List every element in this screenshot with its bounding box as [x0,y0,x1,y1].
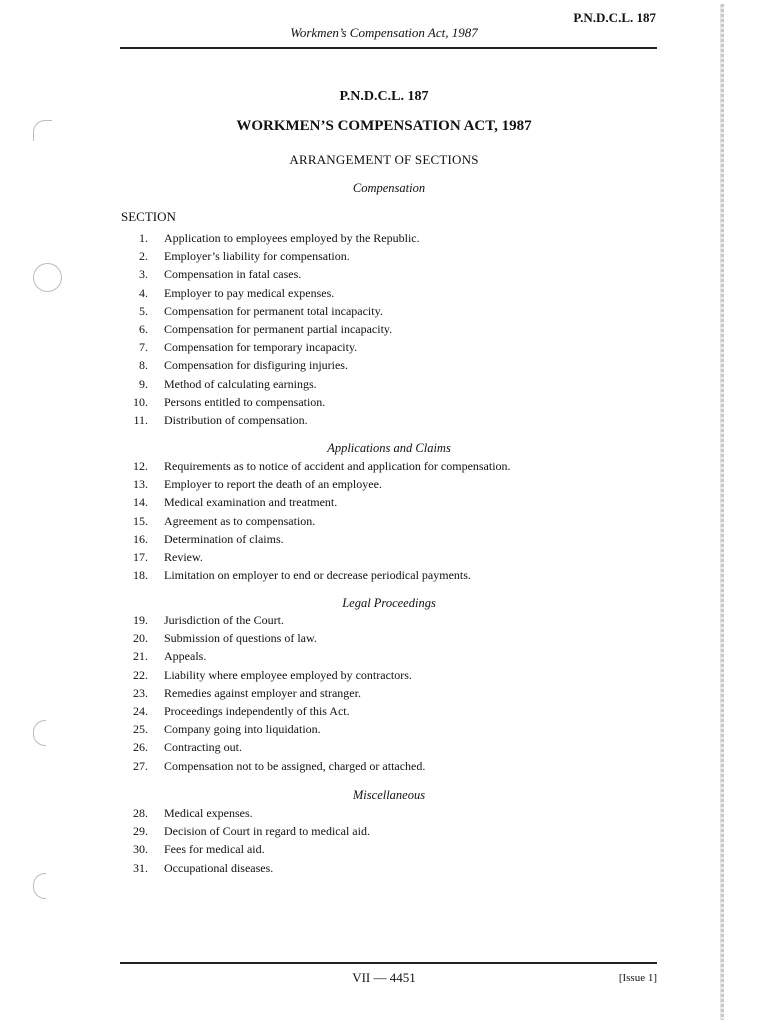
section-number: 25. [133,722,148,736]
section-number: 12. [133,459,148,473]
section-number: 19. [133,613,148,627]
section-number: 1. [139,231,148,245]
section-title: Employer’s liability for compensation. [164,249,350,263]
section-title: Proceedings independently of this Act. [164,704,350,718]
section-number: 24. [133,704,148,718]
section-title: Employer to report the death of an employee. [164,477,382,491]
section-number: 30. [133,842,148,856]
section-title: Application to employees employed by the Republic. [164,231,420,245]
header-code: P.N.D.C.L. 187 [573,10,656,25]
section-title: Contracting out. [164,740,242,754]
section-number: 5. [139,304,148,318]
running-header-title: Workmen’s Compensation Act, 1987 [290,25,478,40]
section-number: 28. [133,806,148,820]
section-number: 8. [139,358,148,372]
document-title: WORKMEN’S COMPENSATION ACT, 1987 [236,118,532,134]
section-number: 26. [133,740,148,754]
section-title: Requirements as to notice of accident and application for compensation. [164,459,511,473]
punch-hole-mark [33,720,46,746]
arrangement-heading: ARRANGEMENT OF SECTIONS [289,152,479,167]
section-number: 18. [133,568,148,582]
section-title: Company going into liquidation. [164,722,321,736]
section-number: 27. [133,759,148,773]
section-number: 2. [139,249,148,263]
section-number: 11. [133,413,148,427]
section-title: Review. [164,550,203,564]
header-rule [120,47,657,49]
section-title: Limitation on employer to end or decrease periodical payments. [164,568,471,582]
section-number: 13. [133,477,148,491]
section-title: Compensation not to be assigned, charged or attached. [164,759,426,773]
section-title: Distribution of compensation. [164,413,308,427]
section-title: Fees for medical aid. [164,842,265,856]
group-heading: Compensation [352,181,426,195]
section-number: 17. [133,550,148,564]
section-number: 22. [133,668,148,682]
section-number: 20. [133,631,148,645]
punch-hole-mark [33,873,46,899]
group-heading: Applications and Claims [327,441,451,455]
section-number: 10. [133,395,148,409]
section-title: Determination of claims. [164,532,284,546]
section-title: Compensation in fatal cases. [164,267,302,281]
section-title: Submission of questions of law. [164,631,317,645]
footer-rule [120,962,657,964]
section-number: 3. [139,267,148,281]
punch-hole-mark [33,263,62,292]
section-number: 14. [133,495,148,509]
section-label: SECTION [121,209,176,224]
section-number: 15. [133,514,148,528]
section-title: Decision of Court in regard to medical aid. [164,824,370,838]
section-number: 16. [133,532,148,546]
section-number: 4. [139,286,148,300]
section-number: 9. [139,377,148,391]
issue-label: [Issue 1] [618,972,657,984]
section-title: Agreement as to compensation. [164,514,316,528]
section-title: Jurisdiction of the Court. [164,613,284,627]
section-number: 23. [133,686,148,700]
section-title: Liability where employee employed by contractors. [164,668,412,682]
section-title: Remedies against employer and stranger. [164,686,361,700]
section-title: Persons entitled to compensation. [164,395,326,409]
section-title: Occupational diseases. [164,861,274,875]
section-number: 29. [133,824,148,838]
section-number: 21. [133,649,148,663]
section-title: Compensation for permanent partial incapacity. [164,322,393,336]
section-number: 7. [139,340,148,354]
page-number: VII — 4451 [352,970,416,985]
section-title: Appeals. [164,649,207,663]
section-number: 6. [139,322,148,336]
section-title: Employer to pay medical expenses. [164,286,335,300]
section-title: Compensation for temporary incapacity. [164,340,358,354]
section-title: Medical examination and treatment. [164,495,338,509]
section-title: Method of calculating earnings. [164,377,317,391]
group-heading: Miscellaneous [352,788,426,802]
section-title: Medical expenses. [164,806,253,820]
group-heading: Legal Proceedings [342,596,436,610]
document-code: P.N.D.C.L. 187 [339,89,429,104]
section-title: Compensation for permanent total incapacity. [164,304,383,318]
section-title: Compensation for disfiguring injuries. [164,358,348,372]
section-number: 31. [133,861,148,875]
